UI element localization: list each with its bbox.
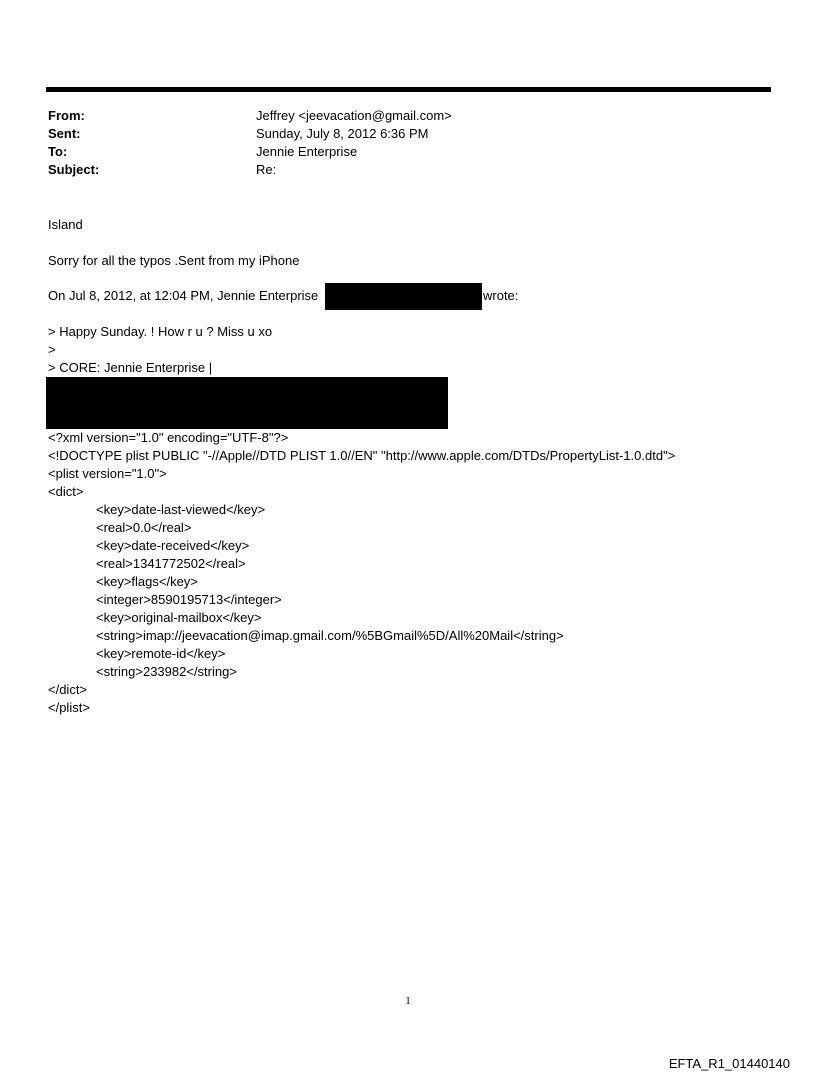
plist-entry: <real>0.0</real>	[96, 520, 192, 535]
email-header	[48, 107, 748, 179]
plist-metadata	[48, 429, 675, 717]
signature: Sorry for all the typos .Sent from my iPhone	[48, 253, 300, 268]
plist-entry: <key>original-mailbox</key>	[96, 610, 262, 625]
quote-intro-suffix: wrote:	[483, 288, 519, 303]
plist-entry: <integer>8590195713</integer>	[96, 592, 282, 607]
plist-entry: <key>date-last-viewed</key>	[96, 502, 266, 517]
plist-xml-declaration: <?xml version="1.0" encoding="UTF-8"?>	[48, 430, 289, 445]
document-id: EFTA_R1_01440140	[668, 1056, 790, 1071]
plist-entry: <key>remote-id</key>	[96, 646, 226, 661]
redaction-email-address	[325, 283, 482, 310]
quote-intro-prefix: On Jul 8, 2012, at 12:04 PM, Jennie Enterprise	[48, 288, 319, 303]
plist-open-tag: <plist version="1.0">	[48, 466, 167, 481]
plist-entry: <key>flags</key>	[96, 574, 198, 589]
to-label: To:	[48, 144, 68, 159]
plist-entry: <string>imap://jeevacation@imap.gmail.com/%5BGmail%5D/All%20Mail</string>	[96, 628, 564, 643]
plist-entry: <key>date-received</key>	[96, 538, 250, 553]
quoted-line-1: > Happy Sunday. ! How r u ? Miss u xo	[48, 324, 273, 339]
plist-entry: <string>233982</string>	[96, 664, 237, 679]
plist-doctype: <!DOCTYPE plist PUBLIC "-//Apple//DTD PLIST 1.0//EN" "http://www.apple.com/DTDs/PropertyList-1.0.dtd">	[48, 448, 676, 463]
plist-entry: <real>1341772502</real>	[96, 556, 246, 571]
header-rule	[46, 87, 771, 92]
from-row	[48, 107, 748, 125]
from-value: Jeffrey <jeevacation@gmail.com>	[256, 108, 452, 123]
quoted-line-2: >	[48, 342, 56, 357]
page-number: 1	[405, 995, 411, 1007]
dict-open-tag: <dict>	[48, 484, 84, 499]
dict-close-tag: </dict>	[48, 682, 88, 697]
quoted-line-3: > CORE: Jennie Enterprise |	[48, 360, 213, 375]
redaction-block	[46, 377, 448, 429]
to-value: Jennie Enterprise	[256, 144, 358, 159]
reply-text: Island	[48, 217, 83, 232]
subject-value: Re:	[256, 162, 277, 177]
from-label: From:	[48, 108, 85, 123]
sent-row	[48, 125, 748, 143]
plist-close-tag: </plist>	[48, 700, 90, 715]
subject-row	[48, 161, 748, 179]
to-row	[48, 143, 748, 161]
sent-value: Sunday, July 8, 2012 6:36 PM	[256, 126, 429, 141]
sent-label: Sent:	[48, 126, 81, 141]
subject-label: Subject:	[48, 162, 100, 177]
